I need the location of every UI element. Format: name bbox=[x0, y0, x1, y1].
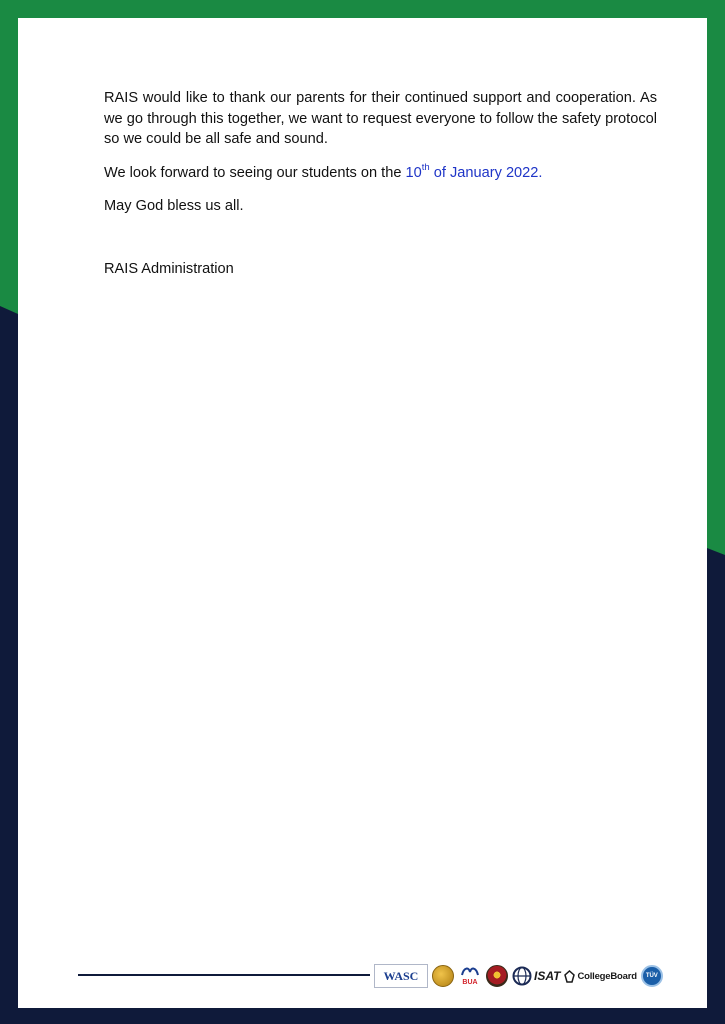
footer-divider bbox=[78, 974, 370, 976]
return-date-rest: of January 2022. bbox=[429, 164, 543, 181]
bua-logo-text: BUA bbox=[462, 979, 478, 986]
return-date-ordinal: th bbox=[421, 161, 430, 173]
isat-globe-icon bbox=[512, 966, 532, 986]
bua-logo bbox=[458, 964, 482, 988]
paragraph-thanks: RAIS would like to thank our parents for their continued support and cooperation. As we go through this together, we want to request everyone to follow the safety protocol so we could be all safe and sound. bbox=[104, 90, 657, 147]
return-date bbox=[405, 161, 543, 181]
wasc-logo bbox=[374, 964, 428, 988]
tuv-logo bbox=[641, 965, 663, 987]
wasc-logo-text: WASC bbox=[383, 968, 419, 983]
collegeboard-logo-text: CollegeBoard bbox=[577, 970, 637, 982]
bua-swirl-icon bbox=[460, 965, 480, 979]
isat-logo-text: ISAT bbox=[534, 969, 561, 983]
collegeboard-logo bbox=[564, 970, 636, 983]
signature: RAIS Administration bbox=[104, 261, 234, 277]
isat-logo bbox=[512, 966, 560, 986]
paragraph-blessing: May God bless us all. bbox=[104, 198, 244, 214]
paragraph-return-date bbox=[104, 163, 657, 184]
accreditation-logos bbox=[374, 963, 664, 989]
letter-body bbox=[104, 88, 657, 230]
letter-page bbox=[18, 18, 707, 1008]
collegeboard-acorn-icon bbox=[564, 970, 575, 983]
tuv-logo-text: TÜV bbox=[645, 973, 658, 979]
return-date-prefix: We look forward to seeing our students on the bbox=[104, 164, 406, 181]
gold-seal-logo bbox=[432, 965, 454, 987]
red-crest-logo bbox=[486, 965, 508, 987]
return-date-day: 10 bbox=[405, 164, 422, 181]
